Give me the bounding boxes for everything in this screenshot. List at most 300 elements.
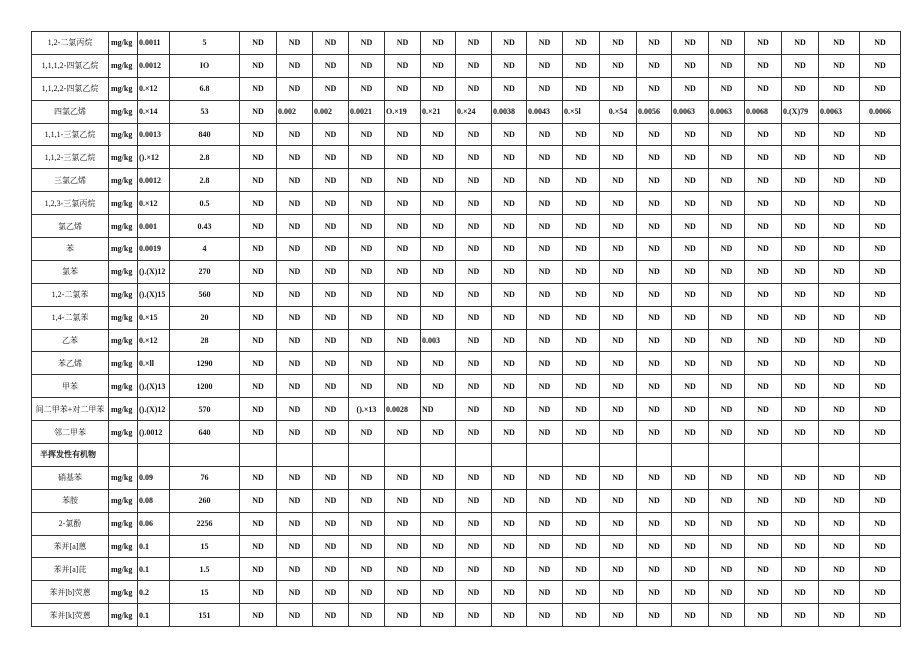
- unit-cell: mg/kg: [109, 54, 138, 77]
- result-cell: ND: [313, 215, 349, 238]
- result-cell: ND: [421, 260, 456, 283]
- result-cell: ND: [527, 558, 563, 581]
- detection-limit-cell: 0.×15: [138, 306, 170, 329]
- result-cell: [600, 444, 637, 467]
- result-cell: ND: [527, 306, 563, 329]
- result-cell: ND: [456, 398, 492, 421]
- result-cell: ND: [277, 489, 313, 512]
- result-cell: ND: [745, 352, 782, 375]
- result-cell: ND: [709, 123, 745, 146]
- detection-limit-cell: 0.001: [138, 215, 170, 238]
- result-cell: ND: [313, 352, 349, 375]
- result-cell: ND: [672, 169, 709, 192]
- result-cell: ND: [637, 581, 672, 604]
- detection-limit-cell: 0.×12: [138, 192, 170, 215]
- result-cell: ND: [527, 329, 563, 352]
- result-cell: ND: [860, 421, 901, 444]
- result-cell: ND: [277, 581, 313, 604]
- result-cell: ND: [492, 215, 527, 238]
- result-cell: ND: [637, 512, 672, 535]
- result-cell: [672, 444, 709, 467]
- result-cell: ND: [385, 421, 421, 444]
- result-cell: ND: [421, 375, 456, 398]
- result-cell: ND: [421, 123, 456, 146]
- result-cell: ND: [782, 581, 819, 604]
- result-cell: ND: [313, 192, 349, 215]
- result-cell: [819, 444, 860, 467]
- result-cell: ND: [600, 512, 637, 535]
- result-cell: ND: [240, 306, 277, 329]
- result-cell: ND: [277, 421, 313, 444]
- result-cell: ND: [819, 581, 860, 604]
- result-cell: ND: [600, 558, 637, 581]
- result-cell: ND: [456, 215, 492, 238]
- result-cell: ND: [782, 604, 819, 627]
- table-row: [32, 604, 901, 627]
- result-cell: ND: [349, 421, 385, 444]
- result-cell: ND: [672, 192, 709, 215]
- result-cell: ND: [819, 146, 860, 169]
- result-cell: ND: [385, 329, 421, 352]
- standard-value-cell: 0.43: [170, 215, 240, 238]
- result-cell: ND: [782, 215, 819, 238]
- result-cell: ND: [527, 260, 563, 283]
- standard-value-cell: 1290: [170, 352, 240, 375]
- result-cell: ND: [527, 215, 563, 238]
- result-cell: ND: [527, 352, 563, 375]
- result-cell: ND: [637, 535, 672, 558]
- result-cell: ND: [782, 123, 819, 146]
- detection-limit-cell: 0.06: [138, 512, 170, 535]
- result-cell: ND: [527, 604, 563, 627]
- detection-limit-cell: 0.×ll: [138, 352, 170, 375]
- result-cell: ND: [456, 375, 492, 398]
- result-cell: [456, 444, 492, 467]
- result-cell: ND: [421, 283, 456, 306]
- result-cell: ND: [349, 169, 385, 192]
- result-cell: ND: [421, 604, 456, 627]
- result-cell: ND: [672, 283, 709, 306]
- result-cell: ND: [672, 32, 709, 55]
- unit-cell: mg/kg: [109, 466, 138, 489]
- result-cell: ND: [563, 535, 600, 558]
- result-cell: ND: [860, 123, 901, 146]
- result-cell: ND: [456, 512, 492, 535]
- result-cell: 0.002: [277, 100, 313, 123]
- result-cell: ND: [745, 77, 782, 100]
- result-cell: ND: [819, 398, 860, 421]
- result-cell: ND: [637, 283, 672, 306]
- result-cell: ND: [240, 123, 277, 146]
- result-cell: ND: [600, 283, 637, 306]
- result-cell: ND: [860, 581, 901, 604]
- result-cell: ND: [745, 398, 782, 421]
- unit-cell: mg/kg: [109, 375, 138, 398]
- result-cell: ND: [313, 375, 349, 398]
- result-cell: ND: [385, 535, 421, 558]
- analyte-name-cell: 1,1,2-三氯乙烷: [32, 146, 109, 169]
- result-cell: ND: [745, 238, 782, 261]
- result-cell: ND: [492, 604, 527, 627]
- result-cell: ND: [860, 283, 901, 306]
- result-cell: ND: [240, 54, 277, 77]
- result-cell: ND: [277, 329, 313, 352]
- result-cell: ND: [277, 169, 313, 192]
- table-row: [32, 306, 901, 329]
- result-cell: ND: [782, 489, 819, 512]
- result-cell: ND: [313, 604, 349, 627]
- unit-cell: mg/kg: [109, 421, 138, 444]
- result-cell: ND: [819, 352, 860, 375]
- result-cell: ND: [527, 123, 563, 146]
- result-cell: ND: [782, 260, 819, 283]
- result-cell: ND: [527, 32, 563, 55]
- result-cell: ND: [385, 581, 421, 604]
- result-cell: ND: [709, 466, 745, 489]
- result-cell: ND: [385, 215, 421, 238]
- analyte-name-cell: 苯乙烯: [32, 352, 109, 375]
- result-cell: ND: [637, 398, 672, 421]
- analyte-name-cell: 苯并[k]荧蒽: [32, 604, 109, 627]
- analyte-name-cell: 1,1,1-三氯乙烷: [32, 123, 109, 146]
- result-cell: ND: [240, 32, 277, 55]
- result-cell: ND: [637, 352, 672, 375]
- result-cell: ND: [313, 466, 349, 489]
- result-cell: ND: [240, 192, 277, 215]
- result-cell: ND: [600, 604, 637, 627]
- result-cell: [313, 444, 349, 467]
- detection-limit-cell: 0.0012: [138, 169, 170, 192]
- result-cell: ND: [456, 581, 492, 604]
- detection-limit-cell: 0.0013: [138, 123, 170, 146]
- result-cell: ND: [385, 306, 421, 329]
- result-cell: ND: [240, 283, 277, 306]
- result-cell: ND: [492, 123, 527, 146]
- result-cell: ND: [637, 32, 672, 55]
- table-row: [32, 352, 901, 375]
- detection-limit-cell: ().(X)15: [138, 283, 170, 306]
- result-cell: ND: [527, 581, 563, 604]
- unit-cell: mg/kg: [109, 535, 138, 558]
- result-cell: [492, 444, 527, 467]
- result-cell: ND: [563, 32, 600, 55]
- result-cell: ND: [860, 260, 901, 283]
- result-cell: ND: [745, 306, 782, 329]
- result-cell: ND: [600, 77, 637, 100]
- analyte-name-cell: 四氯乙烯: [32, 100, 109, 123]
- result-cell: ND: [277, 512, 313, 535]
- result-cell: ND: [456, 238, 492, 261]
- result-cell: ND: [349, 352, 385, 375]
- result-cell: ND: [313, 329, 349, 352]
- result-cell: ND: [277, 283, 313, 306]
- analyte-name-cell: 1,2-二氯丙烷: [32, 32, 109, 55]
- result-cell: ND: [527, 238, 563, 261]
- result-cell: ND: [563, 283, 600, 306]
- result-cell: ND: [492, 558, 527, 581]
- result-cell: 0.×24: [456, 100, 492, 123]
- detection-limit-cell: ().0012: [138, 421, 170, 444]
- result-cell: ND: [819, 123, 860, 146]
- result-cell: ND: [313, 398, 349, 421]
- result-cell: ND: [421, 489, 456, 512]
- unit-cell: mg/kg: [109, 306, 138, 329]
- result-cell: ND: [745, 375, 782, 398]
- detection-limit-cell: 0.08: [138, 489, 170, 512]
- result-cell: ND: [860, 169, 901, 192]
- result-cell: ND: [860, 558, 901, 581]
- result-cell: ND: [563, 54, 600, 77]
- analyte-name-cell: 三氯乙烯: [32, 169, 109, 192]
- result-cell: ND: [709, 32, 745, 55]
- result-cell: ND: [456, 604, 492, 627]
- result-cell: ND: [860, 398, 901, 421]
- result-cell: ND: [456, 306, 492, 329]
- result-cell: ND: [745, 169, 782, 192]
- result-cell: ND: [349, 146, 385, 169]
- result-cell: ND: [745, 535, 782, 558]
- result-cell: ND: [277, 260, 313, 283]
- unit-cell: mg/kg: [109, 192, 138, 215]
- result-cell: ND: [745, 192, 782, 215]
- result-cell: ND: [492, 77, 527, 100]
- standard-value-cell: 4: [170, 238, 240, 261]
- result-cell: ND: [860, 192, 901, 215]
- result-cell: ND: [709, 558, 745, 581]
- result-cell: ND: [563, 604, 600, 627]
- result-cell: ND: [745, 146, 782, 169]
- result-cell: [527, 444, 563, 467]
- result-cell: ND: [277, 306, 313, 329]
- result-cell: ND: [385, 32, 421, 55]
- result-cell: ND: [672, 260, 709, 283]
- result-cell: ND: [385, 238, 421, 261]
- result-cell: ND: [563, 215, 600, 238]
- result-cell: ND: [745, 558, 782, 581]
- result-cell: ND: [782, 77, 819, 100]
- detection-limit-cell: 0.×12: [138, 77, 170, 100]
- result-cell: ND: [637, 146, 672, 169]
- result-cell: ND: [349, 32, 385, 55]
- result-cell: ND: [240, 581, 277, 604]
- result-cell: ND: [672, 535, 709, 558]
- result-cell: ND: [563, 169, 600, 192]
- result-cell: ND: [600, 398, 637, 421]
- result-cell: ND: [349, 558, 385, 581]
- result-cell: ND: [637, 238, 672, 261]
- result-cell: ND: [600, 421, 637, 444]
- result-cell: ND: [492, 283, 527, 306]
- result-cell: ND: [672, 558, 709, 581]
- result-cell: ND: [563, 123, 600, 146]
- result-cell: ND: [421, 558, 456, 581]
- result-cell: ND: [240, 238, 277, 261]
- result-cell: ND: [492, 169, 527, 192]
- result-cell: ND: [492, 329, 527, 352]
- result-cell: ND: [421, 306, 456, 329]
- result-cell: ND: [563, 329, 600, 352]
- result-cell: ND: [313, 581, 349, 604]
- result-cell: ND: [637, 421, 672, 444]
- result-cell: ND: [421, 466, 456, 489]
- table-row: [32, 169, 901, 192]
- table-row: [32, 123, 901, 146]
- result-cell: ND: [819, 54, 860, 77]
- result-cell: ND: [421, 581, 456, 604]
- result-cell: ND: [745, 260, 782, 283]
- result-cell: ND: [240, 100, 277, 123]
- table-row: [32, 54, 901, 77]
- result-cell: ND: [600, 375, 637, 398]
- standard-value-cell: 28: [170, 329, 240, 352]
- result-cell: ND: [527, 169, 563, 192]
- result-cell: ND: [672, 329, 709, 352]
- result-cell: ND: [492, 398, 527, 421]
- result-cell: ND: [313, 32, 349, 55]
- result-cell: ND: [240, 329, 277, 352]
- result-cell: ND: [782, 398, 819, 421]
- result-cell: ND: [600, 54, 637, 77]
- result-cell: ND: [349, 489, 385, 512]
- standard-value-cell: 640: [170, 421, 240, 444]
- detection-limit-cell: 0.1: [138, 558, 170, 581]
- result-cell: ND: [421, 238, 456, 261]
- result-cell: ND: [600, 306, 637, 329]
- result-cell: ND: [819, 238, 860, 261]
- analyte-name-cell: 乙苯: [32, 329, 109, 352]
- analyte-name-cell: 苯并[b]荧蒽: [32, 581, 109, 604]
- result-cell: ND: [709, 535, 745, 558]
- result-cell: ND: [277, 123, 313, 146]
- result-cell: ND: [492, 581, 527, 604]
- result-cell: ND: [709, 283, 745, 306]
- result-cell: ND: [492, 146, 527, 169]
- result-cell: ND: [637, 329, 672, 352]
- result-cell: ND: [819, 558, 860, 581]
- result-cell: 0.×21: [421, 100, 456, 123]
- unit-cell: mg/kg: [109, 558, 138, 581]
- result-cell: ND: [277, 352, 313, 375]
- table-row: [32, 77, 901, 100]
- standard-value-cell: 560: [170, 283, 240, 306]
- result-cell: ND: [456, 77, 492, 100]
- result-cell: ND: [527, 77, 563, 100]
- result-cell: ND: [819, 77, 860, 100]
- result-cell: ND: [421, 192, 456, 215]
- result-cell: ND: [421, 398, 456, 421]
- unit-cell: mg/kg: [109, 146, 138, 169]
- standard-value-cell: 20: [170, 306, 240, 329]
- result-cell: ND: [313, 169, 349, 192]
- result-cell: ().×13: [349, 398, 385, 421]
- result-cell: ND: [385, 169, 421, 192]
- result-cell: ND: [349, 260, 385, 283]
- result-cell: ND: [456, 169, 492, 192]
- result-cell: ND: [277, 215, 313, 238]
- result-cell: ND: [527, 146, 563, 169]
- unit-cell: mg/kg: [109, 398, 138, 421]
- result-cell: ND: [860, 329, 901, 352]
- result-cell: ND: [637, 466, 672, 489]
- result-cell: ND: [745, 32, 782, 55]
- result-cell: ND: [313, 77, 349, 100]
- result-cell: ND: [421, 352, 456, 375]
- result-cell: ND: [819, 283, 860, 306]
- result-cell: ND: [563, 352, 600, 375]
- result-cell: ND: [349, 238, 385, 261]
- result-cell: ND: [421, 421, 456, 444]
- result-cell: ND: [385, 260, 421, 283]
- result-cell: ND: [456, 260, 492, 283]
- result-cell: ND: [637, 489, 672, 512]
- analyte-name-cell: 1,2-二氯苯: [32, 283, 109, 306]
- table-row: [32, 466, 901, 489]
- result-cell: ND: [385, 54, 421, 77]
- result-cell: ND: [819, 192, 860, 215]
- result-cell: [349, 444, 385, 467]
- result-cell: ND: [456, 421, 492, 444]
- result-cell: ND: [782, 421, 819, 444]
- result-cell: ND: [860, 604, 901, 627]
- result-cell: ND: [527, 421, 563, 444]
- result-cell: ND: [385, 604, 421, 627]
- result-cell: ND: [313, 54, 349, 77]
- result-cell: ND: [782, 375, 819, 398]
- result-cell: ND: [240, 604, 277, 627]
- result-cell: [860, 444, 901, 467]
- result-cell: ND: [563, 146, 600, 169]
- unit-cell: mg/kg: [109, 169, 138, 192]
- detection-limit-cell: 0.×12: [138, 329, 170, 352]
- table-row: [32, 329, 901, 352]
- result-cell: ND: [527, 466, 563, 489]
- unit-cell: [109, 444, 138, 467]
- result-cell: ND: [819, 535, 860, 558]
- result-cell: ND: [782, 32, 819, 55]
- result-cell: ND: [421, 215, 456, 238]
- result-cell: ND: [637, 123, 672, 146]
- table-row: [32, 512, 901, 535]
- result-cell: ND: [782, 54, 819, 77]
- table-row: [32, 238, 901, 261]
- result-cell: ND: [819, 329, 860, 352]
- result-cell: ND: [313, 123, 349, 146]
- result-cell: ND: [240, 260, 277, 283]
- result-cell: ND: [745, 466, 782, 489]
- unit-cell: mg/kg: [109, 352, 138, 375]
- result-cell: ND: [385, 489, 421, 512]
- unit-cell: mg/kg: [109, 512, 138, 535]
- table-row: [32, 535, 901, 558]
- result-cell: ND: [782, 352, 819, 375]
- result-cell: ND: [860, 146, 901, 169]
- result-cell: ND: [385, 466, 421, 489]
- result-cell: ND: [240, 352, 277, 375]
- result-cell: ND: [600, 146, 637, 169]
- result-cell: 0.003: [421, 329, 456, 352]
- analyte-name-cell: 2-氯酚: [32, 512, 109, 535]
- result-cell: ND: [527, 398, 563, 421]
- result-cell: ND: [600, 329, 637, 352]
- result-cell: ND: [527, 535, 563, 558]
- result-cell: ND: [456, 535, 492, 558]
- result-cell: ND: [385, 558, 421, 581]
- result-cell: ND: [563, 489, 600, 512]
- result-cell: ND: [349, 54, 385, 77]
- table-row: [32, 375, 901, 398]
- analyte-name-cell: 氯乙烯: [32, 215, 109, 238]
- result-cell: ND: [782, 192, 819, 215]
